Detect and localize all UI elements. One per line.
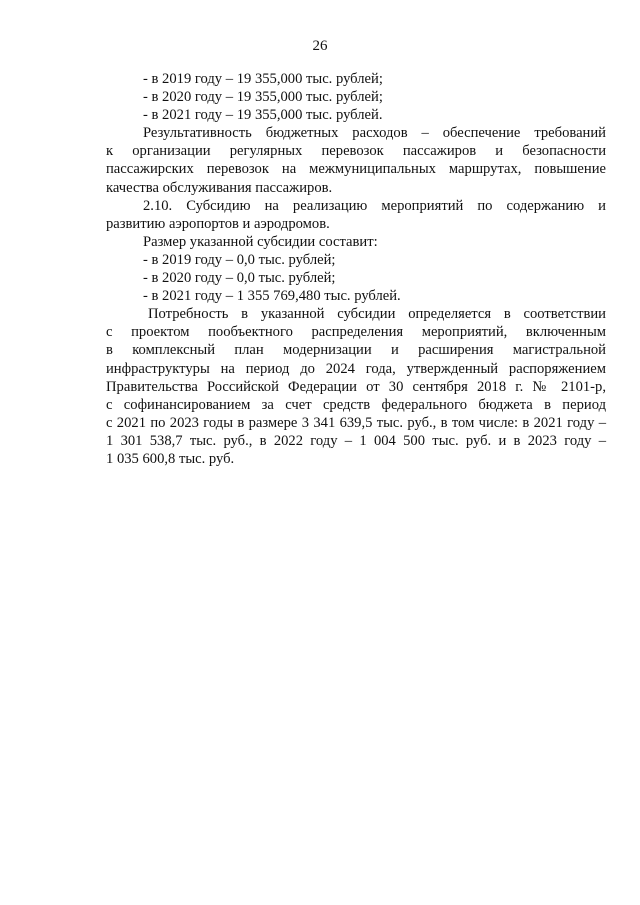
text-line-1: - в 2019 году – 19 355,000 тыс. рублей; [143, 71, 383, 87]
text-line-14: Потребность в указанной субсидии определяется в соответствии [148, 306, 606, 323]
document-body [106, 70, 606, 468]
text-line-22: 1 035 600,8 тыс. руб. [106, 450, 235, 467]
text-line-6: пассажирских перевозок на межмуниципальных маршрутах, повышение [106, 161, 606, 178]
text-line-9: развитию аэропортов и аэродромов. [106, 215, 330, 232]
text-line-17: инфраструктуры на период до 2024 года, утвержденный распоряжением [106, 360, 606, 377]
text-line-21: 1 301 538,7 тыс. руб., в 2022 году – 1 004 500 тыс. руб. и в 2023 году – [106, 432, 606, 449]
text-line-12: - в 2020 году – 0,0 тыс. рублей; [143, 270, 336, 287]
text-line-13: - в 2021 году – 1 355 769,480 тыс. рублей. [143, 288, 401, 305]
text-line-2: - в 2020 году – 19 355,000 тыс. рублей; [143, 89, 383, 106]
text-line-7: качества обслуживания пассажиров. [106, 179, 333, 196]
page-number: 26 [312, 38, 328, 54]
text-line-20: с 2021 по 2023 годы в размере 3 341 639,5 тыс. руб., в том числе: в 2021 году – [106, 414, 606, 431]
text-line-4: Результативность бюджетных расходов – обеспечение требований [143, 125, 606, 142]
text-line-5: к организации регулярных перевозок пассажиров и безопасности [106, 143, 606, 160]
text-line-11: - в 2019 году – 0,0 тыс. рублей; [143, 251, 336, 268]
text-line-18: Правительства Российской Федерации от 30 сентября 2018 г. № 2101-р, [106, 378, 606, 395]
text-line-8: 2.10. Субсидию на реализацию мероприятий по содержанию и [143, 197, 606, 214]
text-line-16: в комплексный план модернизации и расширения магистральной [106, 342, 606, 359]
text-line-19: с софинансированием за счет средств федерального бюджета в период [106, 396, 606, 413]
text-line-3: - в 2021 году – 19 355,000 тыс. рублей. [143, 107, 383, 124]
text-line-15: с проектом пообъектного распределения мероприятий, включенным [106, 324, 606, 341]
text-line-10: Размер указанной субсидии составит: [143, 233, 378, 250]
